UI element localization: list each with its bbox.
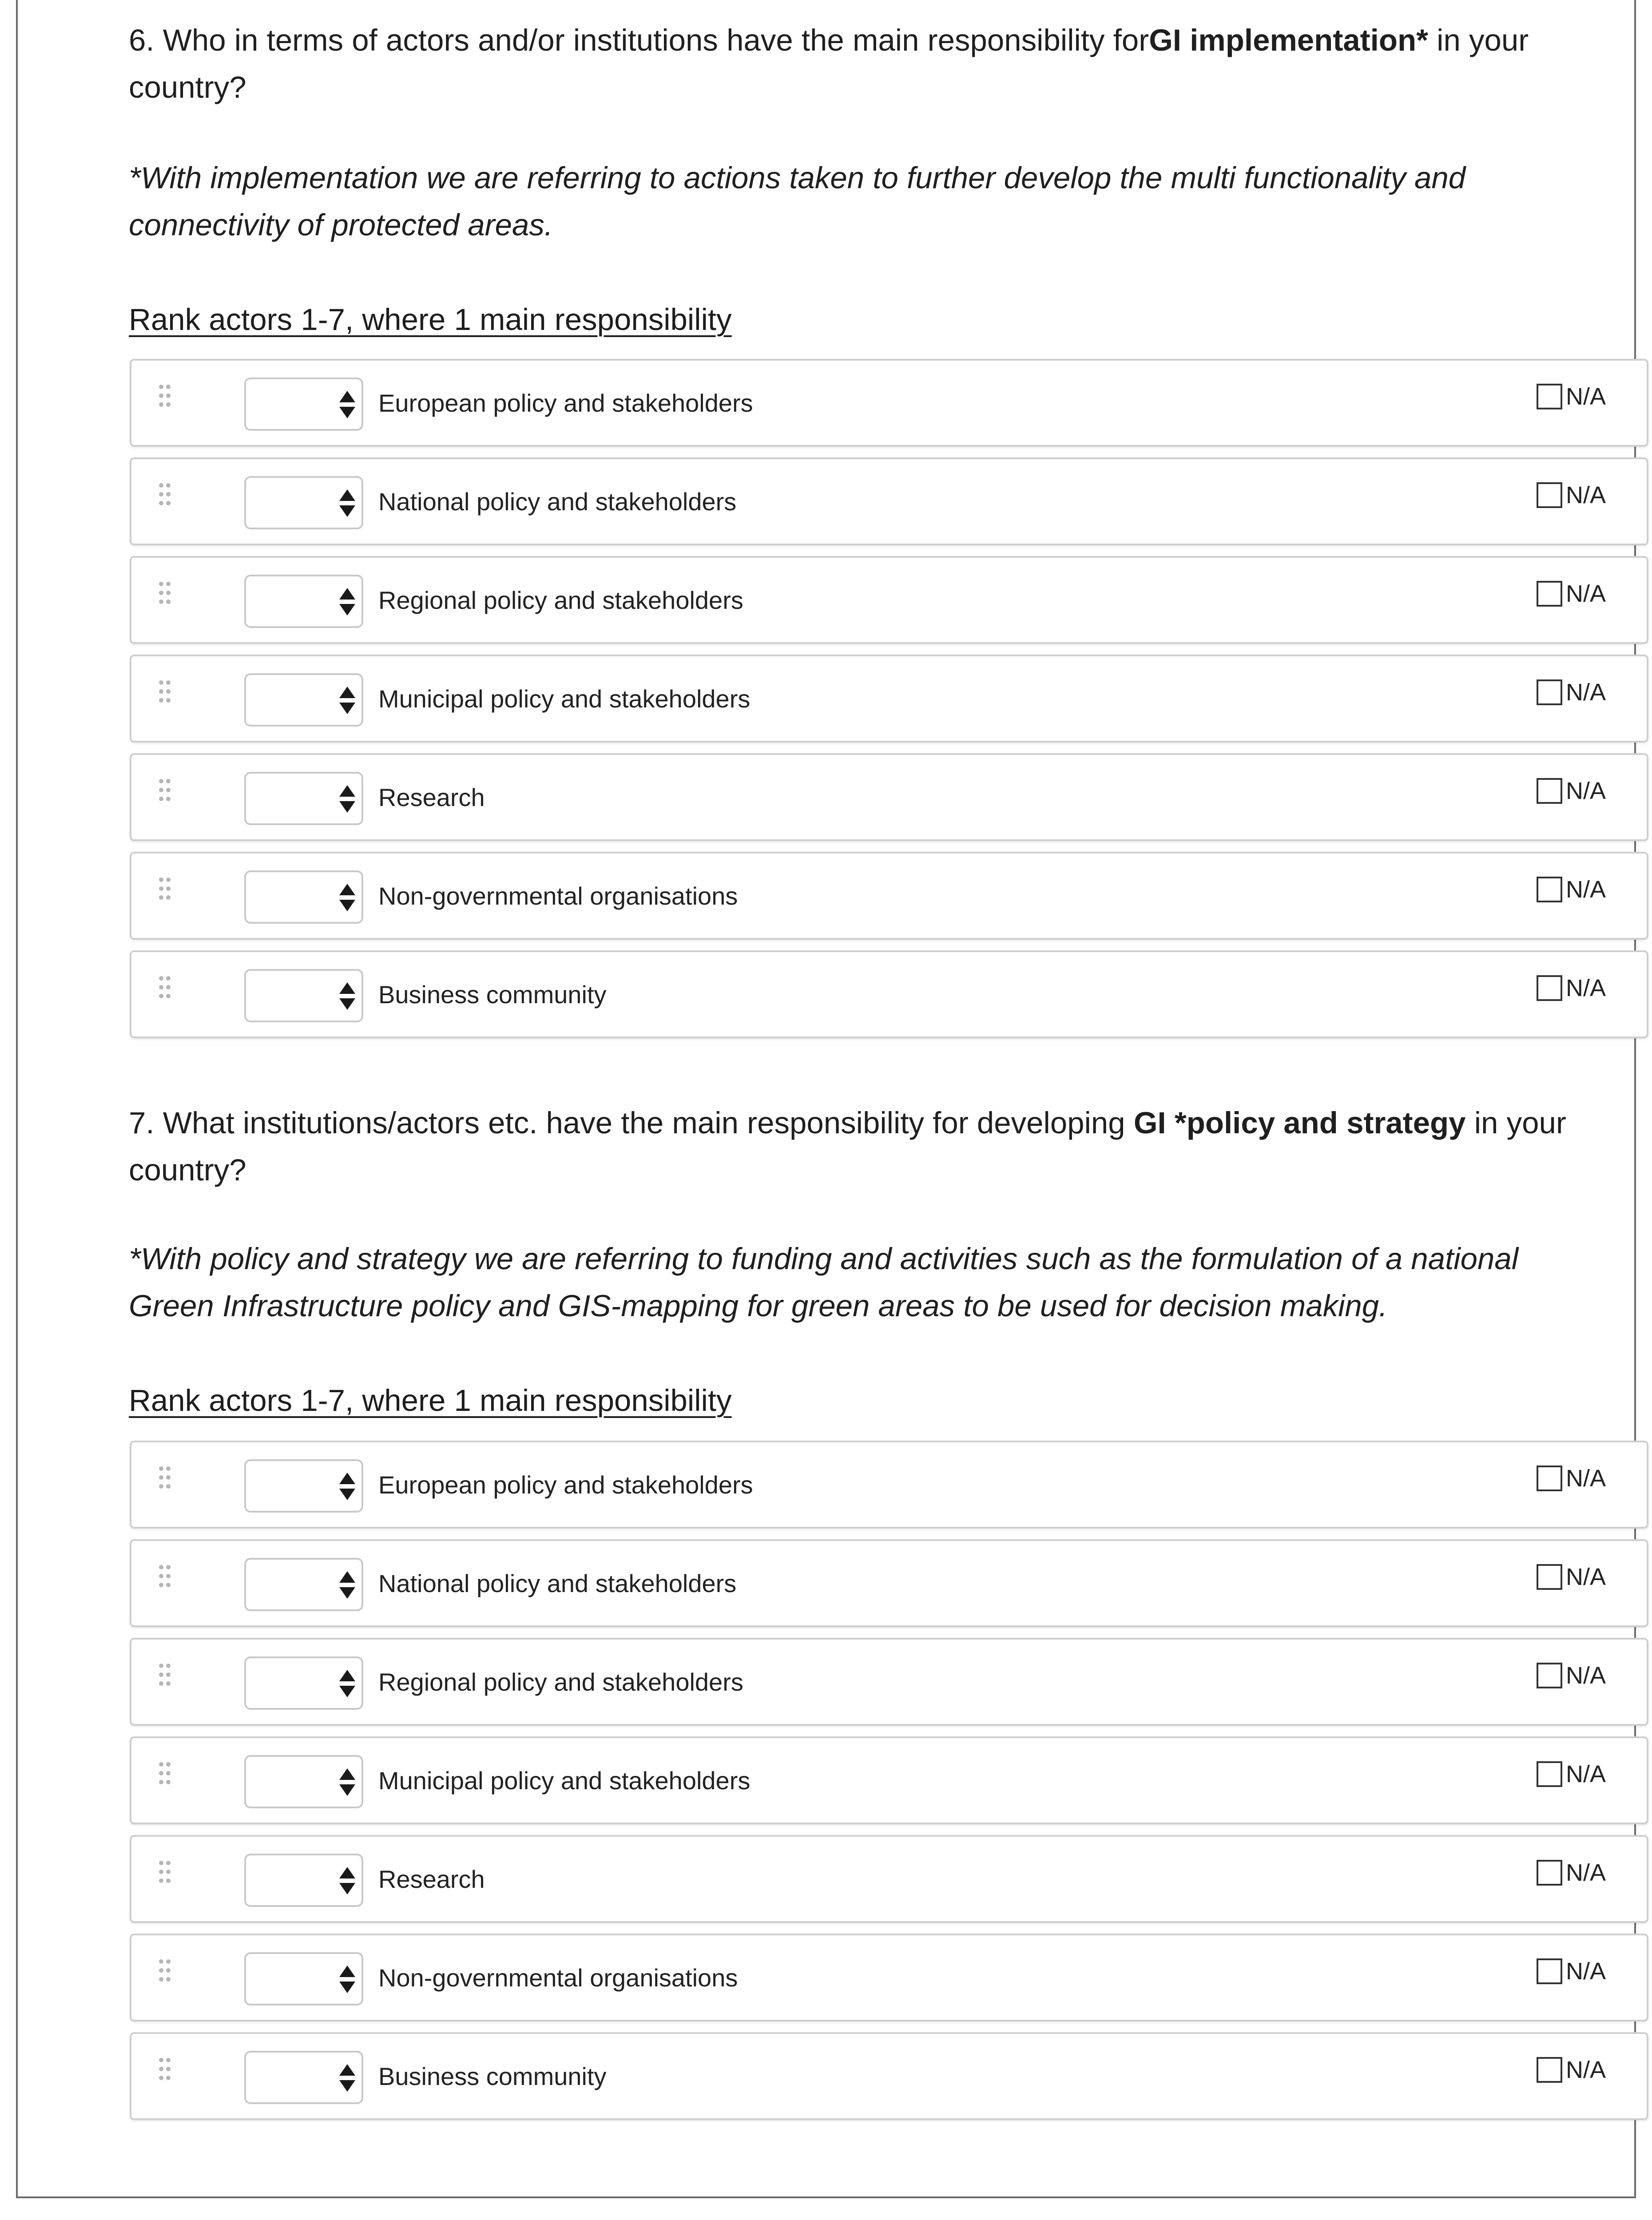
na-option[interactable]	[1537, 973, 1606, 1004]
select-arrows-icon	[338, 686, 357, 715]
rank-select[interactable]	[244, 1854, 363, 1907]
na-label: N/A	[1566, 580, 1606, 607]
q7-ranking-row[interactable]	[130, 1835, 1648, 1923]
question-7-prefix: 7. What institutions/actors etc. have the main responsibility for developing	[129, 1106, 1134, 1140]
q6-ranking-row[interactable]	[130, 655, 1648, 743]
na-option[interactable]	[1537, 578, 1606, 609]
actor-label: Non-governmental organisations	[378, 1963, 738, 1992]
rank-select[interactable]	[244, 870, 363, 924]
na-label: N/A	[1566, 975, 1606, 1001]
question-6-bold: GI implementation*	[1149, 23, 1428, 57]
select-arrows-icon	[338, 2063, 357, 2093]
select-arrows-icon	[338, 1472, 357, 1501]
q6-ranking-row[interactable]	[130, 950, 1648, 1038]
select-arrows-icon	[338, 1570, 357, 1600]
question-6-prefix: 6. Who in terms of actors and/or institutions have the main responsibility for	[129, 23, 1149, 57]
actor-label: Business community	[378, 980, 607, 1009]
rank-select[interactable]	[244, 1656, 363, 1710]
select-arrows-icon	[338, 1965, 357, 1994]
na-option[interactable]	[1537, 1463, 1606, 1494]
actor-label: Municipal policy and stakeholders	[378, 1766, 751, 1795]
na-checkbox[interactable]	[1537, 1860, 1562, 1886]
na-label: N/A	[1566, 778, 1606, 804]
na-option[interactable]	[1537, 480, 1606, 511]
rank-select[interactable]	[244, 377, 363, 431]
na-option[interactable]	[1537, 381, 1606, 412]
q7-ranking-row[interactable]	[130, 1934, 1648, 2021]
actor-label: Regional policy and stakeholders	[378, 586, 743, 614]
drag-handle-icon[interactable]	[159, 1565, 179, 1596]
drag-handle-icon[interactable]	[159, 2058, 179, 2089]
question-7-note: *With policy and strategy we are referring to funding and activities such as the formulation of a national Green Infrastructure policy and GIS-mapping for green areas to be used for decision making.	[129, 1242, 1519, 1323]
drag-handle-icon[interactable]	[159, 779, 179, 810]
drag-handle-icon[interactable]	[159, 483, 179, 514]
actor-label: Non-governmental organisations	[378, 882, 738, 910]
actor-label: European policy and stakeholders	[378, 1470, 753, 1499]
na-checkbox[interactable]	[1537, 1564, 1562, 1590]
na-label: N/A	[1566, 1859, 1606, 1886]
na-option[interactable]	[1537, 1561, 1606, 1593]
actor-label: Research	[378, 783, 485, 811]
na-checkbox[interactable]	[1537, 1663, 1562, 1688]
drag-handle-icon[interactable]	[159, 582, 179, 613]
actor-label: Regional policy and stakeholders	[378, 1668, 743, 1696]
select-arrows-icon	[338, 390, 357, 419]
select-arrows-icon	[338, 1866, 357, 1895]
drag-handle-icon[interactable]	[159, 385, 179, 416]
na-checkbox[interactable]	[1537, 975, 1562, 1001]
select-arrows-icon	[338, 981, 357, 1011]
drag-handle-icon[interactable]	[159, 976, 179, 1007]
question-7-bold: GI *policy and strategy	[1133, 1106, 1466, 1140]
question-6-text	[129, 17, 1612, 111]
na-label: N/A	[1566, 1662, 1606, 1689]
drag-handle-icon[interactable]	[159, 680, 179, 711]
q7-ranking-row[interactable]	[130, 1638, 1648, 1726]
drag-handle-icon[interactable]	[159, 1664, 179, 1695]
q6-ranking-row[interactable]	[130, 457, 1648, 545]
select-arrows-icon	[338, 1767, 357, 1797]
rank-select[interactable]	[244, 575, 363, 628]
na-label: N/A	[1566, 383, 1606, 410]
drag-handle-icon[interactable]	[159, 1959, 179, 1990]
rank-select[interactable]	[244, 1459, 363, 1513]
actor-label: National policy and stakeholders	[378, 487, 737, 516]
na-label: N/A	[1566, 1564, 1606, 1590]
survey-page	[16, 0, 1636, 2198]
na-checkbox[interactable]	[1537, 1958, 1562, 1984]
na-label: N/A	[1566, 2057, 1606, 2083]
select-arrows-icon	[338, 488, 357, 518]
na-label: N/A	[1566, 679, 1606, 706]
q7-ranking-row[interactable]	[130, 1441, 1648, 1529]
na-label: N/A	[1566, 1958, 1606, 1985]
question-7-text	[129, 1100, 1612, 1194]
q6-ranking-row[interactable]	[130, 852, 1648, 940]
question-6-note: *With implementation we are referring to actions taken to further develop the multi functionality and connectivity of protected areas.	[129, 161, 1466, 242]
na-option[interactable]	[1537, 1759, 1606, 1790]
select-arrows-icon	[338, 784, 357, 814]
na-checkbox[interactable]	[1537, 384, 1562, 409]
rank-select[interactable]	[244, 969, 363, 1022]
question-7-rank-label: Rank actors 1-7, where 1 main responsibility	[129, 1383, 732, 1418]
drag-handle-icon[interactable]	[159, 878, 179, 909]
rank-select[interactable]	[244, 2051, 363, 2104]
drag-handle-icon[interactable]	[159, 1861, 179, 1892]
question-7-suffix: in your country?	[129, 1106, 1566, 1187]
na-checkbox[interactable]	[1537, 482, 1562, 508]
actor-label: Municipal policy and stakeholders	[378, 684, 751, 713]
na-label: N/A	[1566, 876, 1606, 903]
q7-ranking-row[interactable]	[130, 2032, 1648, 2120]
rank-select[interactable]	[244, 1755, 363, 1808]
actor-label: Business community	[378, 2062, 607, 2090]
q6-ranking-row[interactable]	[130, 753, 1648, 841]
na-option[interactable]	[1537, 1660, 1606, 1691]
na-label: N/A	[1566, 482, 1606, 508]
na-checkbox[interactable]	[1537, 581, 1562, 607]
rank-select[interactable]	[244, 1952, 363, 2006]
rank-select[interactable]	[244, 772, 363, 825]
actor-label: National policy and stakeholders	[378, 1569, 737, 1597]
na-option[interactable]	[1537, 677, 1606, 708]
drag-handle-icon[interactable]	[159, 1466, 179, 1497]
na-label: N/A	[1566, 1465, 1606, 1492]
select-arrows-icon	[338, 587, 357, 616]
select-arrows-icon	[338, 883, 357, 912]
select-arrows-icon	[338, 1669, 357, 1698]
actor-label: Research	[378, 1865, 485, 1893]
na-option[interactable]	[1537, 1956, 1606, 1987]
rank-select[interactable]	[244, 1558, 363, 1611]
na-checkbox[interactable]	[1537, 1761, 1562, 1787]
drag-handle-icon[interactable]	[159, 1762, 179, 1793]
na-option[interactable]	[1537, 775, 1606, 806]
q6-ranking-row[interactable]	[130, 556, 1648, 644]
na-checkbox[interactable]	[1537, 1465, 1562, 1491]
question-6-rank-label: Rank actors 1-7, where 1 main responsibility	[129, 302, 732, 337]
na-option[interactable]	[1537, 1857, 1606, 1888]
na-option[interactable]	[1537, 874, 1606, 905]
q6-ranking-row[interactable]	[130, 359, 1648, 447]
na-checkbox[interactable]	[1537, 778, 1562, 804]
na-checkbox[interactable]	[1537, 2057, 1562, 2083]
question-6-suffix: in your country?	[129, 23, 1529, 104]
rank-select[interactable]	[244, 673, 363, 727]
actor-label: European policy and stakeholders	[378, 389, 753, 417]
na-checkbox[interactable]	[1537, 877, 1562, 902]
na-label: N/A	[1566, 1761, 1606, 1787]
q7-ranking-row[interactable]	[130, 1539, 1648, 1627]
rank-select[interactable]	[244, 476, 363, 529]
na-option[interactable]	[1537, 2054, 1606, 2085]
q7-ranking-row[interactable]	[130, 1736, 1648, 1824]
na-checkbox[interactable]	[1537, 679, 1562, 705]
